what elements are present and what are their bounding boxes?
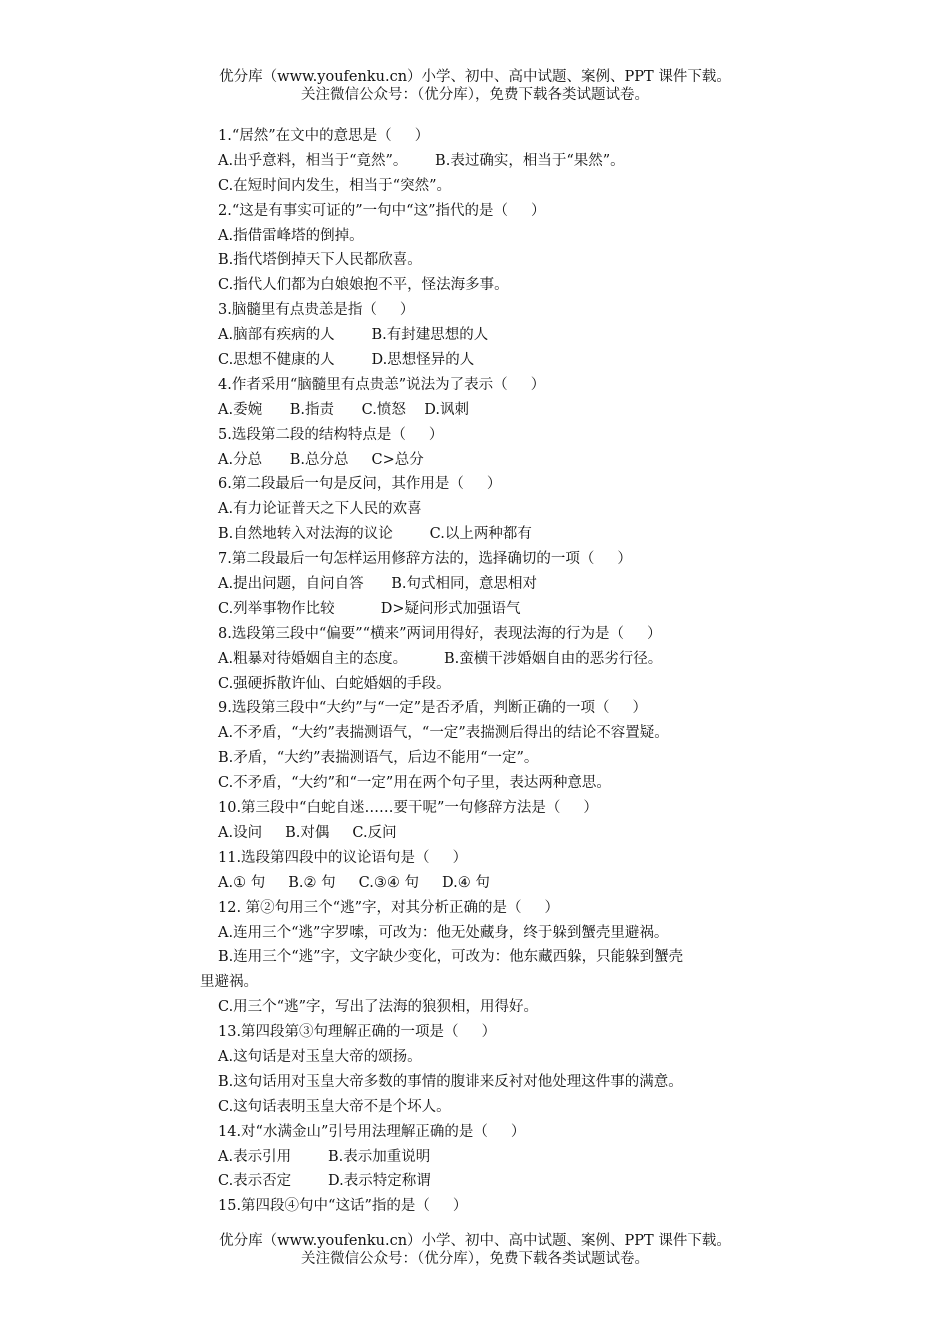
question-line: 2.“这是有事实可证的”一句中“这”指代的是（ ）: [218, 202, 546, 219]
option-line: A.表示引用 B.表示加重说明: [218, 1148, 431, 1165]
option-line: B.矛盾，“大约”表揣测语气，后边不能用“一定”。: [218, 750, 539, 767]
page-footer: [0, 1232, 950, 1268]
option-line: A.连用三个“逃”字罗嗦，可改为：他无处藏身，终于躲到蟹壳里避祸。: [218, 924, 669, 941]
option-line: A.提出问题，自问自答 B.句式相同，意思相对: [218, 576, 537, 593]
question-line: 7.第二段最后一句怎样运用修辞方法的，选择确切的一项（ ）: [218, 551, 632, 568]
option-line: A.出乎意料，相当于“竟然”。 B.表过确实，相当于“果然”。: [218, 152, 625, 169]
option-line: C.在短时间内发生，相当于“突然”。: [218, 177, 452, 194]
question-line: 10.第三段中“白蛇自迷……要干呢”一句修辞方法是（ ）: [218, 800, 598, 817]
header-line-2: 关注微信公众号：（优分库），免费下载各类试题试卷。: [301, 87, 649, 103]
question-line: 3.脑髓里有点贵恙是指（ ）: [218, 302, 415, 319]
option-line: A.粗暴对待婚姻自主的态度。 B.蛮横干涉婚姻自由的恶劣行径。: [218, 650, 663, 667]
option-line: A.① 句 B.② 句 C.③④ 句 D.④ 句: [218, 874, 490, 891]
option-line: C.不矛盾，“大约”和“一定”用在两个句子里，表达两种意思。: [218, 775, 611, 792]
question-line: 14.对“水满金山”引号用法理解正确的是（ ）: [218, 1123, 526, 1140]
option-line: A.脑部有疾病的人 B.有封建思想的人: [218, 327, 489, 344]
question-list: [200, 124, 760, 1219]
question-line: 12. 第②句用三个“逃”字，对其分析正确的是（ ）: [218, 899, 560, 916]
option-line: C.思想不健康的人 D.思想怪异的人: [218, 352, 475, 369]
option-line: A.不矛盾，“大约”表揣测语气，“一定”表揣测后得出的结论不容置疑。: [218, 725, 669, 742]
option-line-continuation: 里避祸。: [200, 974, 258, 991]
question-line: 4.作者采用“脑髓里有点贵恙”说法为了表示（ ）: [218, 376, 546, 393]
option-line: A.指借雷峰塔的倒掉。: [218, 227, 364, 244]
question-line: 11.选段第四段中的议论语句是（ ）: [218, 849, 468, 866]
option-line: B.这句话用对玉皇大帝多数的事情的腹诽来反衬对他处理这件事的满意。: [218, 1073, 683, 1090]
question-line: 6.第二段最后一句是反问，其作用是（ ）: [218, 476, 502, 493]
option-line: A.分总 B.总分总 C>总分: [218, 451, 424, 468]
option-line: C.这句话表明玉皇大帝不是个坏人。: [218, 1098, 451, 1115]
question-line: 1.“居然”在文中的意思是（ ）: [218, 128, 430, 144]
option-line: B.连用三个“逃”字，文字缺少变化，可改为：他东藏西躲，只能躲到蟹壳: [218, 949, 684, 966]
footer-line-2: 关注微信公众号：（优分库），免费下载各类试题试卷。: [301, 1251, 649, 1267]
option-line: C.表示否定 D.表示特定称谓: [218, 1173, 431, 1190]
option-line: C.指代人们都为白娘娘抱不平，怪法海多事。: [218, 277, 509, 294]
option-line: A.设问 B.对偶 C.反问: [218, 824, 397, 841]
option-line: C.强硬拆散许仙、白蛇婚姻的手段。: [218, 675, 451, 692]
option-line: C.用三个“逃”字，写出了法海的狼狈相，用得好。: [218, 999, 539, 1016]
option-line: B.指代塔倒掉天下人民都欣喜。: [218, 252, 422, 269]
option-line: A.委婉 B.指责 C.愤怒 D.讽刺: [218, 401, 469, 418]
option-line: B.自然地转入对法海的议论 C.以上两种都有: [218, 526, 532, 543]
option-line: A.这句话是对玉皇大帝的颂扬。: [218, 1048, 422, 1065]
header-line-1: 优分库（www.youfenku.cn）小学、初中、高中试题、案例、PPT 课件下载。: [219, 69, 731, 85]
question-line: 5.选段第二段的结构特点是（ ）: [218, 426, 444, 443]
page-header: [0, 68, 950, 104]
footer-line-1: 优分库（www.youfenku.cn）小学、初中、高中试题、案例、PPT 课件下载。: [219, 1233, 731, 1249]
option-line: A.有力论证普天之下人民的欢喜: [218, 501, 422, 518]
option-line: C.列举事物作比较 D>疑问形式加强语气: [218, 600, 521, 617]
question-line: 13.第四段第③句理解正确的一项是（ ）: [218, 1024, 497, 1041]
question-line: 15.第四段④句中“这话”指的是（ ）: [218, 1198, 468, 1215]
question-line: 9.选段第三段中“大约”与“一定”是否矛盾，判断正确的一项（ ）: [218, 700, 648, 717]
question-line: 8.选段第三段中“偏要”“横来”两词用得好，表现法海的行为是（ ）: [218, 625, 662, 642]
